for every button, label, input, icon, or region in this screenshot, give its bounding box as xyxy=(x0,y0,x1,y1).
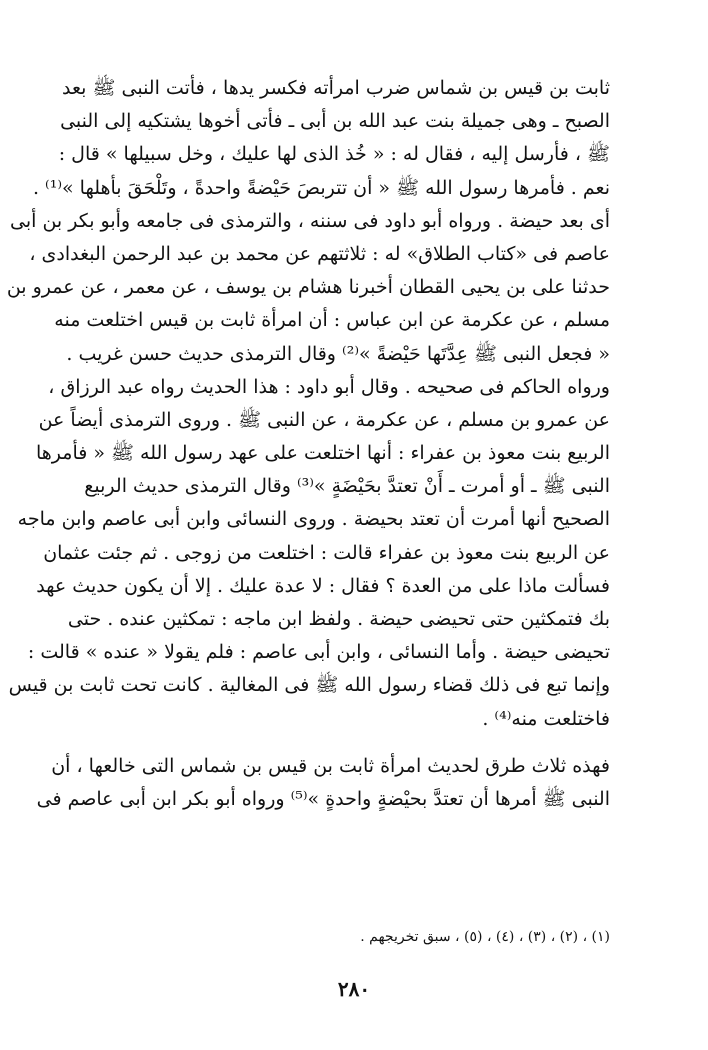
text-line: حدثنا على بن يحيى القطان أخبرنا هشام بن يوسف ، عن معمر ، عن عمرو بن xyxy=(6,276,610,299)
text-line: الصحيح أنها أمرت أن تعتد بحيضة . وروى النسائى وابن أبى عاصم وابن ماجه xyxy=(17,508,610,531)
text-line: أى بعد حيضة . ورواه أبو داود فى سننه ، والترمذى فى جامعه وأبو بكر بن أبى xyxy=(10,209,610,232)
text-line: عن عمرو بن مسلم ، عن عكرمة ، عن النبى ﷺ . وروى الترمذى أيضاً عن xyxy=(38,408,610,431)
page-number: ٢٨٠ xyxy=(337,977,371,1001)
text-line: النبى ﷺ أمرها أن تعتدَّ بحيْضةٍ واحدةٍ »⁽⁵⁾ ورواه أبو بكر ابن أبى عاصم فى xyxy=(36,787,610,810)
text-line: الربيع بنت معوذ بن عفراء : أنها اختلعت على عهد رسول الله ﷺ « فأمرها xyxy=(35,442,610,465)
text-line: ورواه الحاكم فى صحيحه . وقال أبو داود : هذا الحديث رواه عبد الرزاق ، xyxy=(48,375,610,398)
text-line: « فجعل النبى ﷺ عِدَّتَها حَيْضةً »⁽²⁾ وقال الترمذى حديث حسن غريب . xyxy=(66,342,610,365)
text-line: ثابت بن قيس بن شماس ضرب امرأته فكسر يدها ، فأتت النبى ﷺ بعد xyxy=(62,77,610,99)
text-line: تحيضى حيضة . وأما النسائى ، وابن أبى عاصم : فلم يقولا « عنده » قالت : xyxy=(27,641,610,664)
text-line: فهذه ثلاث طرق لحديث امرأة ثابت بن قيس بن شماس التى خالعها ، أن xyxy=(51,754,610,777)
main-text-block xyxy=(6,72,610,816)
paragraph-spacer xyxy=(96,736,610,750)
text-line: وإنما تبع فى ذلك قضاء رسول الله ﷺ فى المغالية . كانت تحت ثابت بن قيس xyxy=(8,674,610,697)
text-line: مسلم ، عن عكرمة عن ابن عباس : أن امرأة ثابت بن قيس اختلعت منه xyxy=(54,309,610,332)
text-line: عن الربيع بنت معوذ بن عفراء قالت : اختلعت من زوجى . ثم جئت عثمان xyxy=(43,541,610,564)
text-line: النبى ﷺ ـ أو أمرت ـ أَنْ تعتدَّ بحَيْضَةٍ »⁽³⁾ وقال الترمذى حديث الربيع xyxy=(84,475,610,498)
text-line: فاختلعت منه⁽⁴⁾ . xyxy=(482,707,610,730)
text-line: فسألت ماذا على من العدة ؟ فقال : لا عدة عليك . إلا أن يكون حديث عهد xyxy=(36,574,610,597)
footnote: (١) ، (٢) ، (٣) ، (٤) ، (٥) ، سبق تخريجهم . xyxy=(360,929,610,945)
text-line: بك فتمكثين حتى تحيضى حيضة . ولفظ ابن ماجه : تمكثين عنده . حتى xyxy=(67,608,610,630)
text-line: نعم . فأمرها رسول الله ﷺ « أن تتربصَ حَيْضةً واحدةً ، وتَلْحَقَ بأهلها »⁽¹⁾ . xyxy=(32,176,610,199)
text-line: الصبح ـ وهى جميلة بنت عبد الله بن أبى ـ فأتى أخوها يشتكيه إلى النبى xyxy=(60,110,610,133)
text-line: ﷺ ، فأرسل إليه ، فقال له : « خُذ الذى لها عليك ، وخل سبيلها » قال : xyxy=(58,143,610,166)
paragraph-2 xyxy=(36,750,610,816)
paragraph-1 xyxy=(6,72,610,736)
text-line: عاصم فى «كتاب الطلاق» له : ثلاثتهم عن محمد بن عبد الرحمن البغدادى ، xyxy=(29,242,610,265)
